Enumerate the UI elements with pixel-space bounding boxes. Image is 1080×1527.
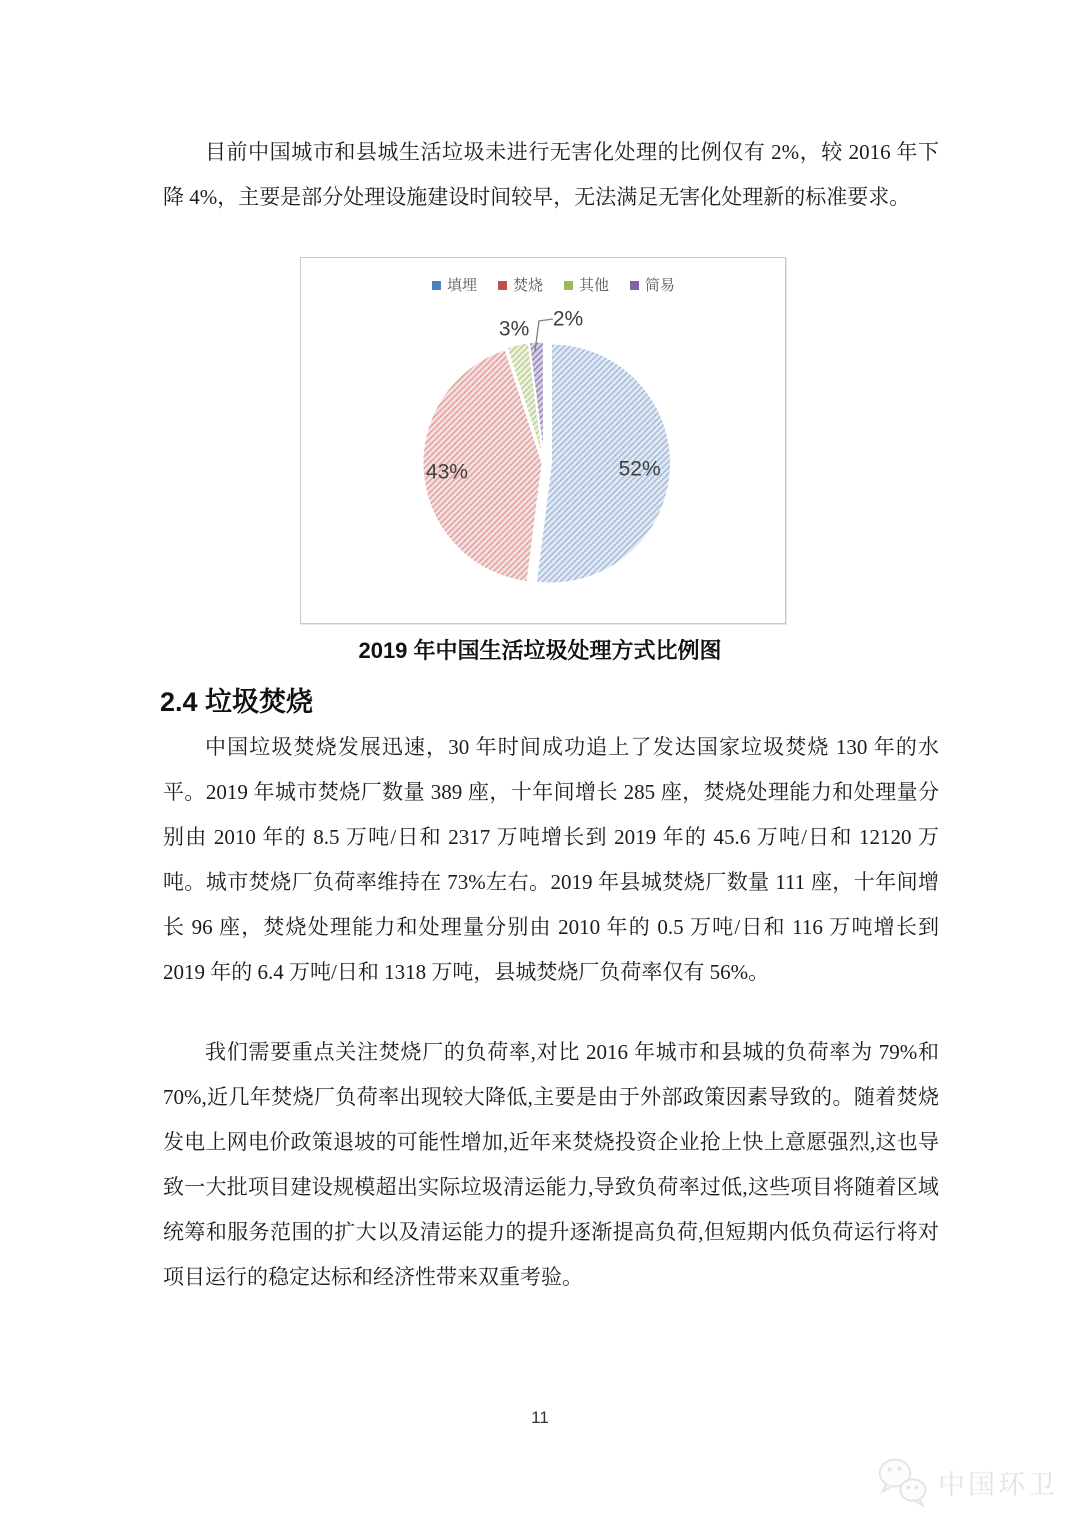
- legend-swatch-other: [564, 281, 573, 290]
- paragraph-load-rate: 我们需要重点关注焚烧厂的负荷率,对比 2016 年城市和县城的负荷率为 79%和 70%,近几年焚烧厂负荷率出现较大降低,主要是由于外部政策因素导致的。随着焚烧发电上网电价政策退坡的可能性增加,近年来焚烧投资企业抢上快上意愿强烈,这也导致一大批项目建设规模超出实际垃圾清运能力,导致负荷率过低,这些项目将随着区域统筹和服务范围的扩大以及清运能力的提升逐渐提高负荷,但短期内低负荷运行将对项目运行的稳定达标和经济性带来双重考验。: [163, 1040, 939, 1289]
- legend-label-landfill: 填埋: [447, 277, 478, 294]
- legend-swatch-landfill: [432, 281, 441, 290]
- section-heading: 2.4 垃圾焚烧: [160, 687, 314, 717]
- legend-swatch-incineration: [498, 281, 507, 290]
- legend-item-landfill: [432, 276, 477, 294]
- slice-label-incineration: 43%: [425, 460, 468, 484]
- legend-item-simple: [630, 277, 675, 294]
- wechat-icon: [876, 1456, 930, 1508]
- legend-item-other: [564, 276, 609, 294]
- legend-item-incineration: [498, 276, 543, 294]
- watermark-text: 中国环卫: [938, 1469, 1058, 1500]
- page-number: 11: [531, 1408, 549, 1427]
- pie-chart-svg: [301, 258, 785, 623]
- legend-label-simple: 简易: [645, 277, 676, 294]
- paragraph-incineration-growth: 中国垃圾焚烧发展迅速，30 年时间成功追上了发达国家垃圾焚烧 130 年的水平。2019 年城市焚烧厂数量 389 座，十年间增长 285 座，焚烧处理能力和处理量分别由 2010 年的 8.5 万吨/日和 2317 万吨增长到 2019 年的 45.6 万吨/日和 12120 万吨。城市焚烧厂负荷率维持在 73%左右。2019 年县城焚烧厂数量 111 座，十年间增长 96 座，焚烧处理能力和处理量分别由 2010 年的 0.5 万吨/日和 116 万吨增长到 2019 年的 6.4 万吨/日和 1318 万吨，县城焚烧厂负荷率仅有 56%。: [163, 735, 939, 984]
- pie-chart-figure: [300, 257, 786, 624]
- legend-swatch-simple: [630, 281, 639, 290]
- legend-label-incineration: 焚烧: [513, 277, 544, 294]
- legend-label-other: 其他: [579, 277, 610, 294]
- paragraph-harmless-treatment: 目前中国城市和县城生活垃圾未进行无害化处理的比例仅有 2%，较 2016 年下降 4%，主要是部分处理设施建设时间较早，无法满足无害化处理新的标准要求。: [163, 140, 939, 209]
- watermark: [876, 1456, 1058, 1508]
- slice-label-landfill: 52%: [618, 457, 661, 481]
- chart-caption: 2019 年中国生活垃圾处理方式比例图: [358, 638, 722, 663]
- slice-label-simple: 2%: [552, 307, 584, 331]
- slice-label-other: 3%: [498, 317, 530, 341]
